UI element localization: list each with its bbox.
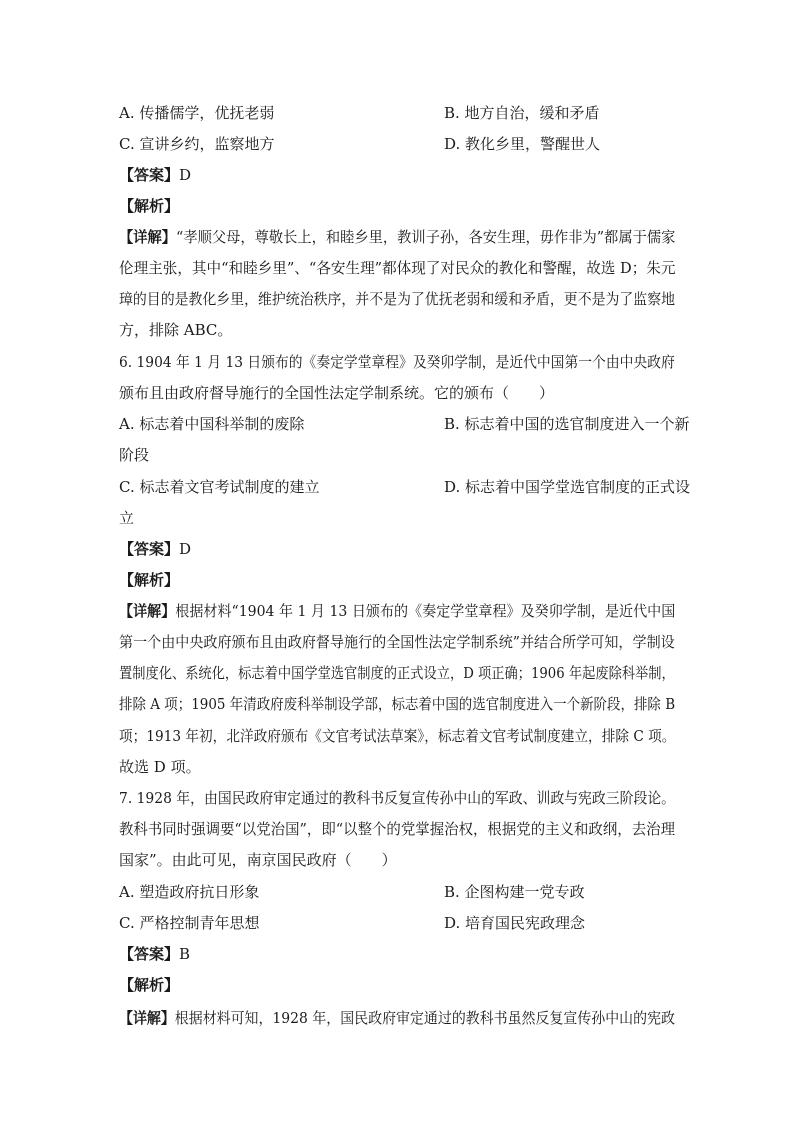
q6-detail-line-6: 故选 D 项。: [119, 758, 201, 776]
q6-analysis-label: 【解析】: [119, 571, 180, 589]
q6-option-c: C. 标志着文官考试制度的建立: [119, 478, 320, 496]
answer-value: D: [179, 540, 192, 558]
q7-option-c: C. 严格控制青年思想: [119, 914, 260, 932]
q6-stem-line-2: 颁布且由政府督导施行的全国性法定学制系统。它的颁布（ ）: [119, 384, 555, 402]
answer-label: 【答案】: [119, 166, 180, 184]
q5-option-c: C. 宣讲乡约，监察地方: [119, 135, 275, 153]
q7-option-d: D. 培育国民宪政理念: [444, 914, 586, 932]
q7-analysis-label: 【解析】: [119, 976, 180, 994]
q6-option-b: B. 标志着中国的选官制度进入一个新: [444, 415, 690, 433]
q5-detail-line-3: 璋的目的是教化乡里，维护统治秩序，并不是为了优抚老弱和缓和矛盾，更不是为了监察地: [119, 290, 676, 308]
q7-option-b: B. 企图构建一党专政: [444, 883, 585, 901]
q7-stem-line-3: 国家”。由此可见，南京国民政府（ ）: [119, 851, 397, 869]
q7-stem-line-2: 教科书同时强调要“以党治国”，即“以整个的党掌握治权，根据党的主义和政纲，去治理: [119, 820, 676, 838]
detail-label: 【详解】: [119, 602, 176, 620]
detail-text: 根据材料“1904 年 1 月 13 日颁布的《奏定学堂章程》及癸卯学制，是近代中国: [175, 602, 676, 620]
q5-option-a: A. 传播儒学，优抚老弱: [119, 104, 275, 122]
q5-detail-line-1: [119, 227, 676, 247]
q6-option-d-cont: 立: [119, 509, 135, 527]
q6-detail-line-4: 排除 A 项；1905 年清政府废科举制设学部，标志着中国的选官制度进入一个新阶段，排除 B: [119, 695, 676, 713]
q5-detail-line-4: 方，排除 ABC。: [119, 321, 233, 339]
q5-answer: [119, 165, 191, 185]
q7-detail-line-1: [119, 1008, 675, 1028]
q6-answer: [119, 539, 191, 559]
detail-text: 根据材料可知，1928 年，国民政府审定通过的教科书虽然反复宣传孙中山的宪政: [174, 1009, 675, 1027]
q6-detail-line-1: [119, 601, 676, 621]
q5-detail-line-2: 伦理主张，其中“和睦乡里”、“各安生理”都体现了对民众的教化和警醒，故选 D；朱元: [119, 259, 676, 277]
q7-stem-line-1: 7. 1928 年，由国民政府审定通过的教科书反复宣传孙中山的军政、训政与宪政三阶段论。: [119, 789, 676, 807]
answer-label: 【答案】: [119, 945, 180, 963]
q6-detail-line-2: 第一个由中央政府颁布且由政府督导施行的全国性法定学制系统”并结合所学可知，学制设: [119, 633, 675, 651]
answer-value: D: [179, 166, 192, 184]
q6-stem-line-1: 6. 1904 年 1 月 13 日颁布的《奏定学堂章程》及癸卯学制，是近代中国第一个由中央政府: [119, 353, 675, 371]
detail-label: 【详解】: [119, 228, 177, 246]
q7-option-a: A. 塑造政府抗日形象: [119, 883, 260, 901]
q5-analysis-label: 【解析】: [119, 197, 180, 215]
detail-label: 【详解】: [119, 1009, 175, 1027]
q6-option-d: D. 标志着中国学堂选官制度的正式设: [444, 478, 691, 496]
q6-option-a: A. 标志着中国科举制的废除: [119, 415, 305, 433]
q5-option-d: D. 教化乡里，警醒世人: [444, 135, 601, 153]
detail-text: “孝顺父母，尊敬长上，和睦乡里，教训子孙，各安生理，毋作非为”都属于儒家: [176, 228, 676, 246]
answer-value: B: [179, 945, 191, 963]
answer-label: 【答案】: [119, 540, 180, 558]
q6-option-b-cont: 阶段: [119, 446, 150, 464]
q7-answer: [119, 944, 190, 964]
q5-option-b: B. 地方自治，缓和矛盾: [444, 104, 600, 122]
q6-detail-line-5: 项；1913 年初，北洋政府颁布《文官考试法草案》，标志着文官考试制度建立，排除 C 项。: [119, 727, 676, 745]
q6-detail-line-3: 置制度化、系统化，标志着中国学堂选官制度的正式设立，D 项正确；1906 年起废除科举制，: [119, 664, 675, 682]
